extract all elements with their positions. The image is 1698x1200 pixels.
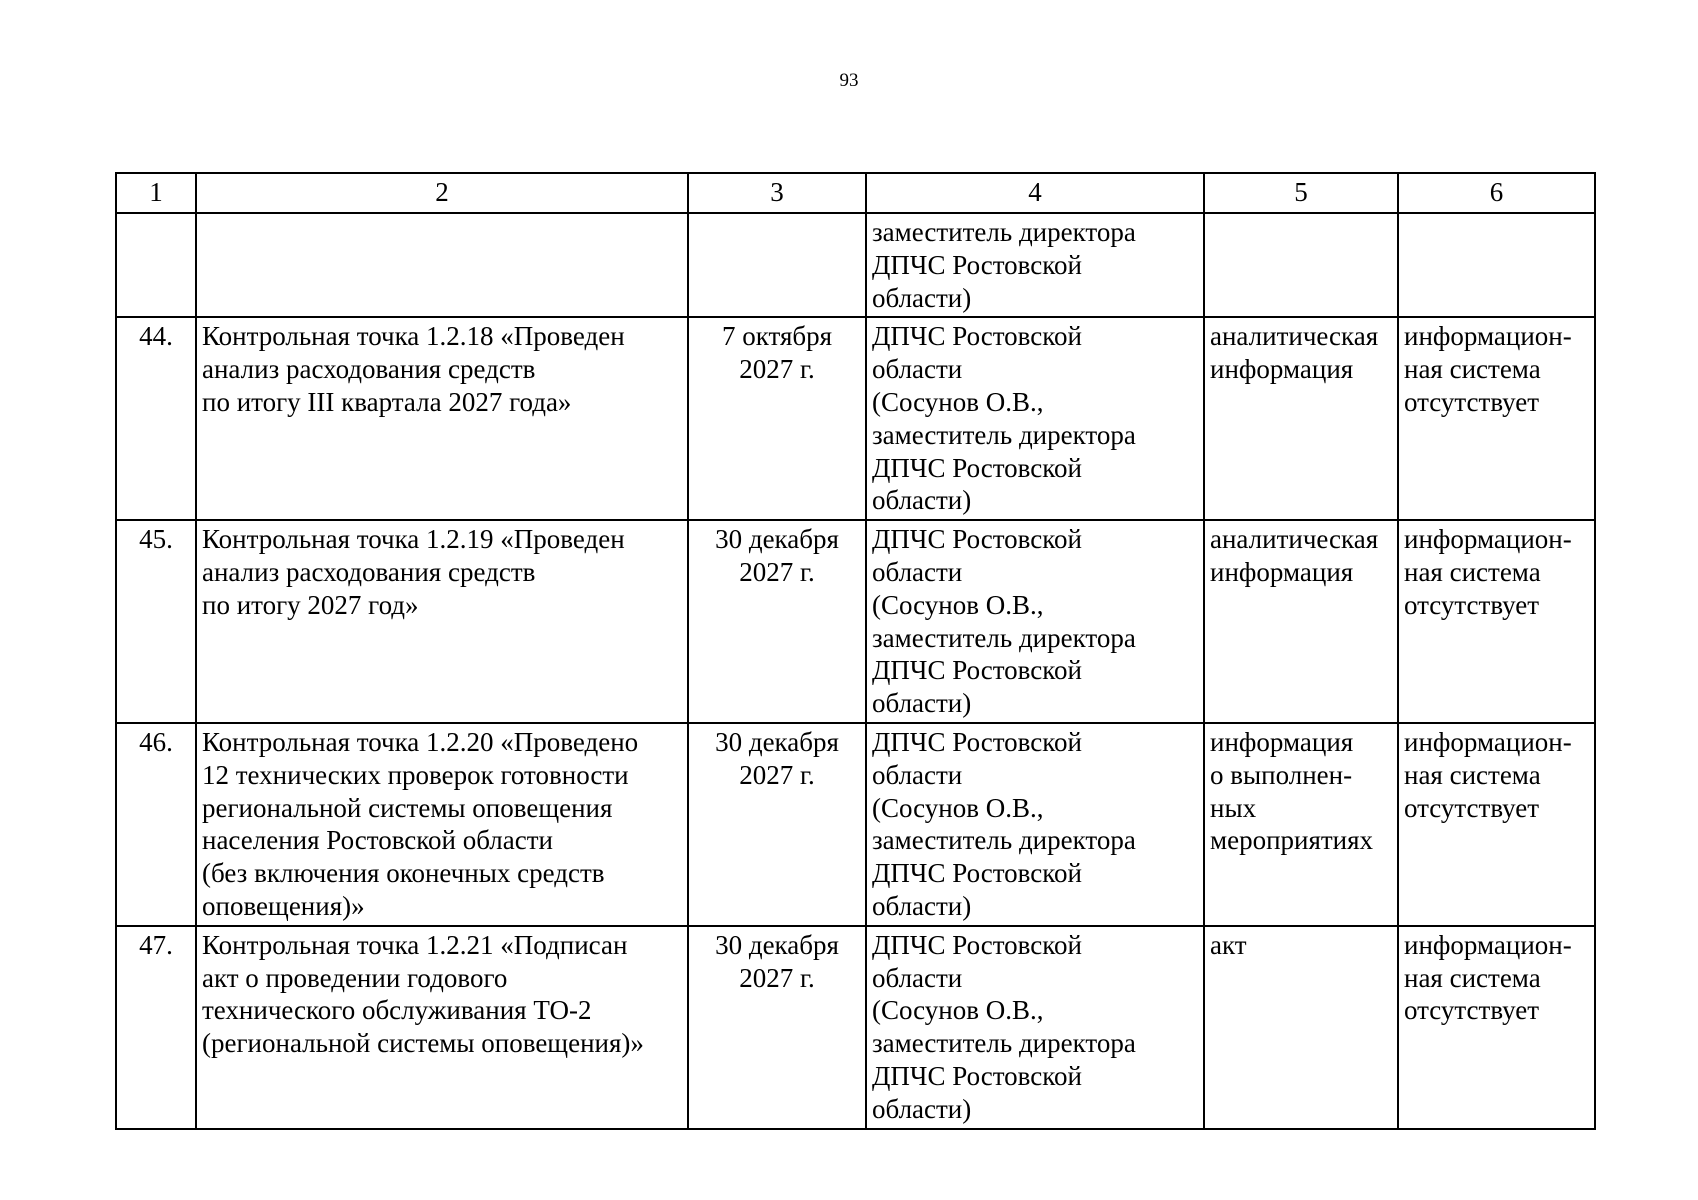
cell-line: области)	[872, 1093, 972, 1124]
cell-number	[116, 213, 196, 317]
cell-line: заместитель директора	[872, 622, 1136, 653]
cell-description	[196, 520, 688, 723]
cell-date	[688, 926, 866, 1129]
cell-responsible	[866, 317, 1204, 520]
cell-line: отсутствует	[1404, 792, 1540, 823]
page-number: 93	[839, 70, 859, 91]
cell-line: ная система	[1404, 962, 1541, 993]
cell-line: 30 декабря	[715, 726, 839, 757]
column-header: 1	[116, 173, 196, 213]
cell-line: Контрольная точка 1.2.18 «Проведен	[202, 321, 625, 352]
cell-number: 46.	[116, 723, 196, 926]
cell-line: заместитель директора	[872, 217, 1136, 247]
cell-line: ных	[1210, 792, 1257, 823]
cell-line: аналитическая	[1210, 321, 1379, 352]
cell-document	[1204, 317, 1398, 520]
cell-line: информацион-	[1404, 929, 1572, 960]
cell-line: информацион-	[1404, 726, 1572, 757]
cell-line: заместитель директора	[872, 419, 1136, 450]
cell-document	[1204, 723, 1398, 926]
cell-line: ДПЧС Ростовской	[872, 655, 1082, 686]
cell-document	[1204, 213, 1398, 317]
cell-line: 2027 г.	[739, 759, 815, 790]
cell-line: ная система	[1404, 354, 1541, 385]
cell-line: ДПЧС Ростовской	[872, 321, 1082, 352]
cell-line: акт	[1210, 929, 1247, 960]
cell-line: ДПЧС Ростовской	[872, 1060, 1082, 1091]
cell-line: отсутствует	[1404, 589, 1540, 620]
table-row	[116, 520, 1595, 723]
cell-line: (без включения оконечных средств	[202, 858, 605, 889]
cell-description	[196, 723, 688, 926]
cell-system	[1398, 317, 1595, 520]
cell-description	[196, 317, 688, 520]
column-header: 4	[866, 173, 1204, 213]
cell-system	[1398, 723, 1595, 926]
cell-line: региональной системы оповещения	[202, 792, 613, 823]
column-header: 5	[1204, 173, 1398, 213]
cell-responsible	[866, 926, 1204, 1129]
table-row-continuation	[116, 213, 1595, 317]
table-header-row	[116, 173, 1595, 213]
cell-line: анализ расходования средств	[202, 354, 536, 385]
cell-line: области)	[872, 282, 972, 313]
cell-line: Контрольная точка 1.2.19 «Проведен	[202, 524, 625, 555]
cell-line: информация	[1210, 354, 1354, 385]
cell-date	[688, 317, 866, 520]
cell-line: ДПЧС Ростовской	[872, 524, 1082, 555]
cell-line: аналитическая	[1210, 524, 1379, 555]
cell-responsible	[866, 723, 1204, 926]
cell-line: 2027 г.	[739, 354, 815, 385]
table-row	[116, 926, 1595, 1129]
cell-document	[1204, 520, 1398, 723]
cell-line: ДПЧС Ростовской	[872, 726, 1082, 757]
cell-line: о выполнен-	[1210, 759, 1353, 790]
cell-line: ная система	[1404, 556, 1541, 587]
cell-system	[1398, 520, 1595, 723]
cell-system	[1398, 213, 1595, 317]
cell-responsible	[866, 520, 1204, 723]
cell-line: ДПЧС Ростовской	[872, 858, 1082, 889]
cell-date	[688, 723, 866, 926]
cell-line: оповещения)»	[202, 890, 365, 921]
cell-description	[196, 213, 688, 317]
cell-line: области	[872, 759, 963, 790]
cell-line: ДПЧС Ростовской	[872, 929, 1082, 960]
cell-line: информация	[1210, 726, 1354, 757]
cell-line: области)	[872, 890, 972, 921]
cell-line: ная система	[1404, 759, 1541, 790]
cell-line: населения Ростовской области	[202, 825, 553, 856]
column-header: 2	[196, 173, 688, 213]
cell-line: информацион-	[1404, 524, 1572, 555]
cell-line: акт о проведении годового	[202, 962, 508, 993]
cell-number: 45.	[116, 520, 196, 723]
cell-line: 12 технических проверок готовности	[202, 759, 629, 790]
cell-line: Контрольная точка 1.2.20 «Проведено	[202, 726, 639, 757]
cell-number: 47.	[116, 926, 196, 1129]
cell-line: (региональной системы оповещения)»	[202, 1028, 644, 1059]
cell-line: отсутствует	[1404, 995, 1540, 1026]
cell-system	[1398, 926, 1595, 1129]
cell-line: области)	[872, 688, 972, 719]
cell-line: по итогу III квартала 2027 года»	[202, 386, 572, 417]
cell-line: по итогу 2027 год»	[202, 589, 419, 620]
cell-line: заместитель директора	[872, 1028, 1136, 1059]
cell-line: технического обслуживания ТО-2	[202, 995, 592, 1026]
cell-line: 2027 г.	[739, 962, 815, 993]
cell-line: 7 октября	[721, 321, 833, 352]
cell-line: (Сосунов О.В.,	[872, 589, 1044, 620]
cell-line: области	[872, 962, 963, 993]
control-points-table	[115, 172, 1596, 1130]
cell-line: области	[872, 354, 963, 385]
cell-line: анализ расходования средств	[202, 556, 536, 587]
cell-date	[688, 213, 866, 317]
table-row	[116, 317, 1595, 520]
cell-line: 2027 г.	[739, 556, 815, 587]
cell-line: отсутствует	[1404, 386, 1540, 417]
cell-line: 30 декабря	[715, 524, 839, 555]
cell-line: информацион-	[1404, 321, 1572, 352]
column-header: 6	[1398, 173, 1595, 213]
cell-line: ДПЧС Ростовской	[872, 452, 1082, 483]
cell-line: 30 декабря	[715, 929, 839, 960]
cell-document	[1204, 926, 1398, 1129]
cell-line: мероприятиях	[1210, 825, 1374, 856]
cell-line: ДПЧС Ростовской	[872, 249, 1082, 280]
cell-line: Контрольная точка 1.2.21 «Подписан	[202, 929, 628, 960]
cell-line: области	[872, 556, 963, 587]
column-header: 3	[688, 173, 866, 213]
cell-line: области)	[872, 485, 972, 516]
cell-line: (Сосунов О.В.,	[872, 792, 1044, 823]
cell-line: (Сосунов О.В.,	[872, 995, 1044, 1026]
cell-description	[196, 926, 688, 1129]
table-row	[116, 723, 1595, 926]
cell-line: заместитель директора	[872, 825, 1136, 856]
cell-line: информация	[1210, 556, 1354, 587]
cell-number: 44.	[116, 317, 196, 520]
cell-date	[688, 520, 866, 723]
cell-responsible	[866, 213, 1204, 317]
cell-line: (Сосунов О.В.,	[872, 386, 1044, 417]
